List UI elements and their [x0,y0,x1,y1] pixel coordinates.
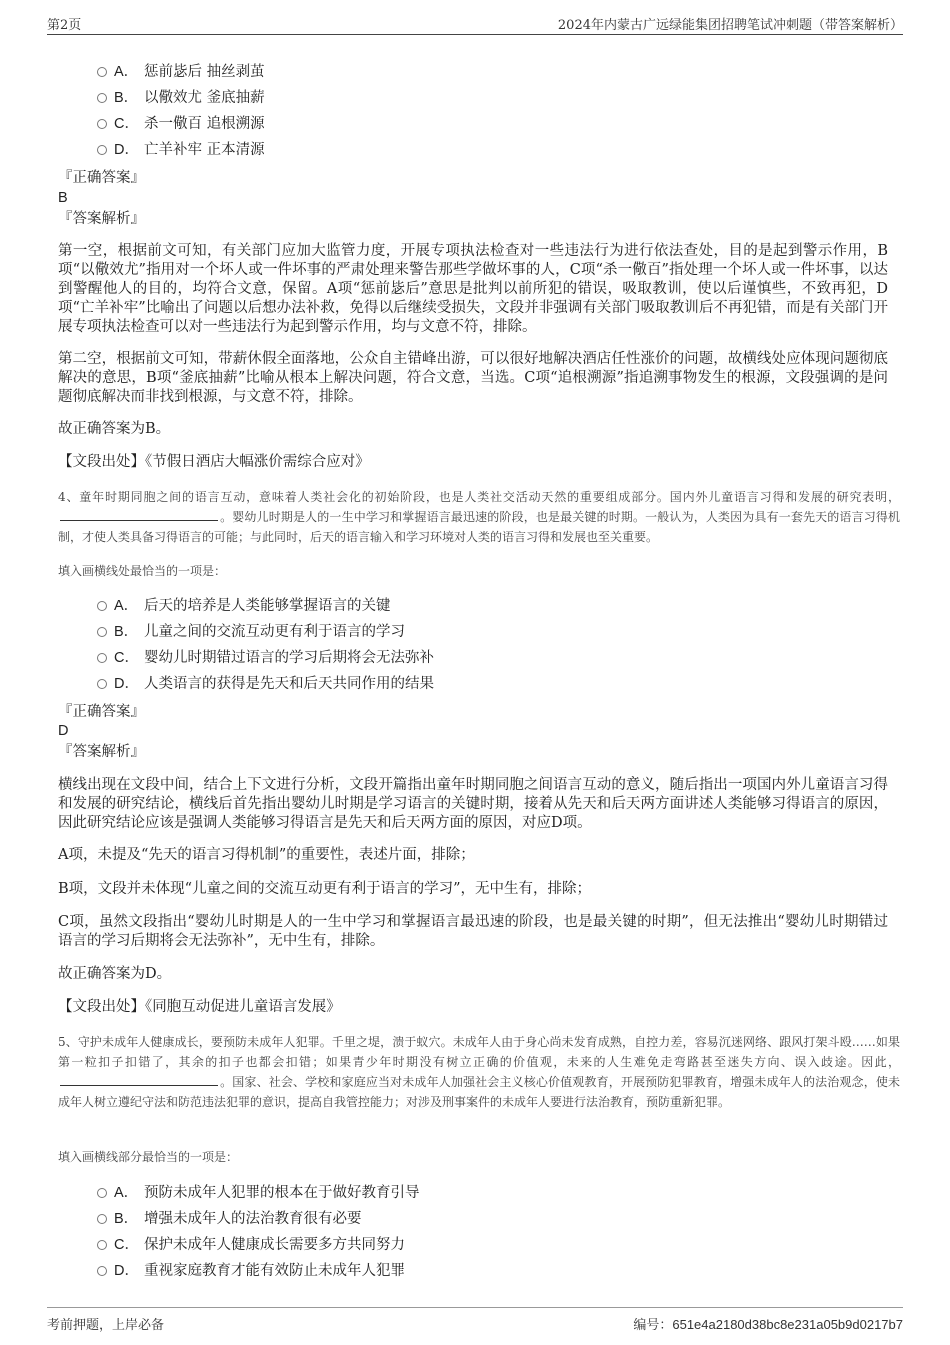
document-title: 2024年内蒙古广远绿能集团招聘笔试冲刺题（带答案解析） [557,18,903,33]
q4-answer-label: 『正确答案』 [58,704,145,720]
fill-blank [60,508,218,521]
q4-conclusion: 故正确答案为D。 [58,966,172,982]
page-number: 第2页 [47,18,82,33]
page-footer [47,1307,903,1336]
q4-analysis-paragraph: B项，文段并未体现“儿童之间的交流互动更有利于语言的学习”，无中生有，排除； [58,881,591,897]
q4-option-a[interactable]: A． 后天的培养是人类能够掌握语言的关键 [97,593,434,619]
q4-option-b[interactable]: B． 儿童之间的交流互动更有利于语言的学习 [97,619,434,645]
q3-option-b[interactable]: B． 以儆效尤 釜底抽薪 [97,85,265,111]
q5-option-c[interactable]: C． 保护未成年人健康成长需要多方共同努力 [97,1232,420,1258]
radio-icon[interactable] [97,1214,107,1224]
q5-option-a[interactable]: A． 预防未成年人犯罪的根本在于做好教育引导 [97,1180,420,1206]
q5-option-b[interactable]: B． 增强未成年人的法治教育很有必要 [97,1206,420,1232]
q4-stem: 4、童年时期同胞之间的语言互动，意味着人类社会化的初始阶段，也是人类社交活动天然的重要组成部分。国内外儿童语言习得和发展的研究表明，。婴幼儿时期是人的一生中学习和掌握语言最迅速的阶段，也是最关键的时期。一般认为，人类因为具有一套先天的语言习得机制，才使人类具备习得语言的可能；与此同时，后天的语言输入和学习环境对人类的语言习得和发展也至关重要。 [58,490,900,544]
q5-stem: 5、守护未成年人健康成长，要预防未成年人犯罪。千里之堤，溃于蚁穴。未成年人由于身心尚未发育成熟，自控力差，容易沉迷网络、跟风打架斗殴……如果第一粒扣子扣错了，其余的扣子也都会扣错；如果青少年时期没有树立正确的价值观，未来的人生难免走弯路甚至迷失方向、误入歧途。因此，。国家、社会、学校和家庭应当对未成年人加强社会主义核心价值观教育，开展预防犯罪教育，增强未成年人的法治观念，使未成年人树立遵纪守法和防范违法犯罪的意识，提高自我管控能力；对涉及刑事案件的未成年人要进行法治教育，预防重新犯罪。 [58,1035,900,1109]
q5-option-d[interactable]: D． 重视家庭教育才能有效防止未成年人犯罪 [97,1258,420,1284]
q4-answer: D [58,723,69,739]
q3-option-d[interactable]: D． 亡羊补牢 正本清源 [97,137,265,163]
q4-prompt: 填入画横线处最恰当的一项是： [58,564,227,578]
fill-blank [60,1073,218,1086]
q3-answer: B [58,190,68,206]
footer-slogan: 考前押题，上岸必备 [47,1318,165,1333]
radio-icon[interactable] [97,1188,107,1198]
q3-analysis-label: 『答案解析』 [58,211,145,227]
radio-icon[interactable] [97,627,107,637]
q5-prompt: 填入画横线部分最恰当的一项是： [58,1150,239,1164]
radio-icon[interactable] [97,145,107,155]
q4-analysis-paragraph: 横线出现在文段中间，结合上下文进行分析，文段开篇指出童年时期同胞之间语言互动的意义，随后指出一项国内外儿童语言习得和发展的研究结论，横线后首先指出婴幼儿时期是学习语言的关键时期，接着从先天和后天两方面讲述人类能够习得语言的原因，因此研究结论应该是强调人类能够习得语言是先天和后天两方面的原因，对应D项。 [58,777,888,831]
q4-option-d[interactable]: D． 人类语言的获得是先天和后天共同作用的结果 [97,671,434,697]
q4-analysis-paragraph: C项，虽然文段指出“婴幼儿时期是人的一生中学习和掌握语言最迅速的阶段，也是最关键的时期”，但无法推出“婴幼儿时期错过语言的学习后期将会无法弥补”，无中生有，排除。 [58,914,888,949]
radio-icon[interactable] [97,93,107,103]
radio-icon[interactable] [97,679,107,689]
radio-icon[interactable] [97,1240,107,1250]
radio-icon[interactable] [97,1266,107,1276]
q4-options [97,593,434,697]
q3-options [97,59,265,163]
radio-icon[interactable] [97,653,107,663]
q3-answer-label: 『正确答案』 [58,170,145,186]
q3-option-a[interactable]: A． 惩前毖后 抽丝剥茧 [97,59,265,85]
q5-options [97,1180,420,1284]
q4-analysis-paragraph: A项，未提及“先天的语言习得机制”的重要性，表述片面，排除； [58,847,475,863]
page-header [47,10,903,35]
radio-icon[interactable] [97,601,107,611]
q4-option-c[interactable]: C． 婴幼儿时期错过语言的学习后期将会无法弥补 [97,645,434,671]
q4-source: 【文段出处】《同胞互动促进儿童语言发展》 [58,999,341,1015]
q3-source: 【文段出处】《节假日酒店大幅涨价需综合应对》 [58,454,370,470]
q3-analysis-paragraph: 第二空，根据前文可知，带薪休假全面落地，公众自主错峰出游，可以很好地解决酒店任性涨价的问题，故横线处应体现问题彻底解决的意思，B项“釜底抽薪”比喻从根本上解决问题，符合文意，当选。C项“追根溯源”指追溯事物发生的根源，文段强调的是问题彻底解决而非找到根源，与文意不符，排除。 [58,351,888,405]
q3-option-c[interactable]: C． 杀一儆百 追根溯源 [97,111,265,137]
radio-icon[interactable] [97,119,107,129]
q3-analysis-paragraph: 第一空，根据前文可知，有关部门应加大监管力度，开展专项执法检查对一些违法行为进行依法查处，目的是起到警示作用，B项“以儆效尤”指用对一个坏人或一件坏事的严肃处理来警告那些学做坏事的人，C项“杀一儆百”指处理一个坏人或一件坏事，以达到警醒他人的目的，均符合文意，保留。A项“惩前毖后”意思是批判以前所犯的错误，吸取教训，使以后谨慎些，不致再犯，D项“亡羊补牢”比喻出了问题以后想办法补救，免得以后继续受损失，文段并非强调有关部门吸取教训后不再犯错，而是有关部门开展专项执法检查可以对一些违法行为起到警示作用，均与文意不符，排除。 [58,243,888,335]
radio-icon[interactable] [97,67,107,77]
q3-conclusion: 故正确答案为B。 [58,421,171,437]
q4-analysis-label: 『答案解析』 [58,744,145,760]
footer-code: 编号：651e4a2180d38bc8e231a05b9d0217b7 [633,1317,903,1333]
